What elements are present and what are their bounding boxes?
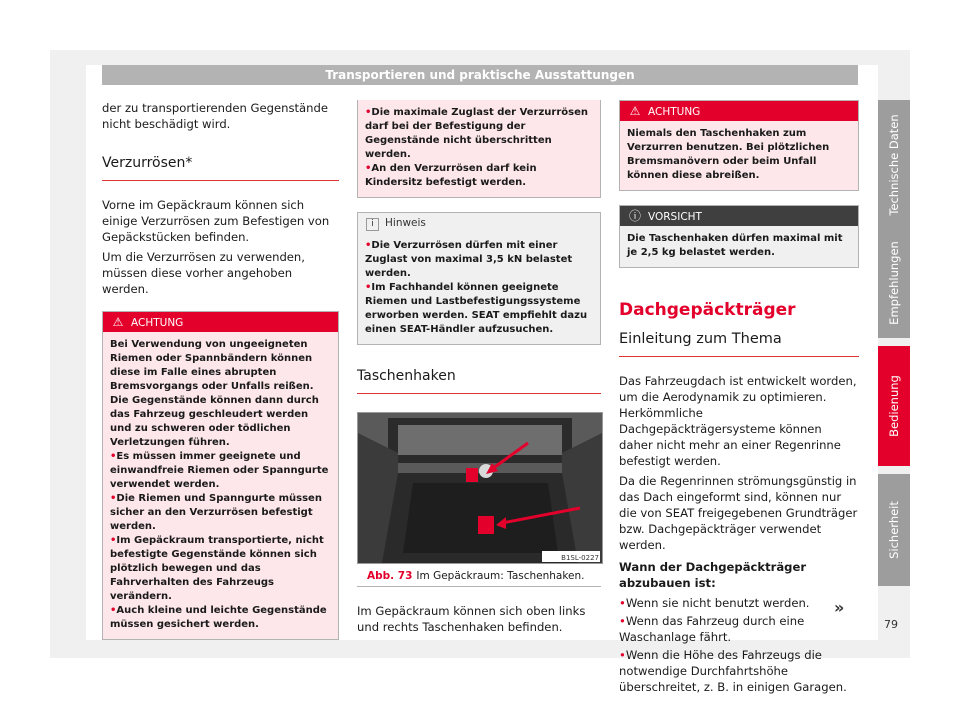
caution-circle-icon: ⓘ xyxy=(628,209,641,223)
caution-body: Die Taschenhaken dürfen maximal mit je 2,5 kg belastet werden. xyxy=(620,226,858,267)
trunk-illustration xyxy=(358,413,602,563)
list-item: • Die maximale Zuglast der Verzurrösen darf bei der Befestigung der Gegenstände nicht überschritten werden. xyxy=(365,106,593,162)
warning-header xyxy=(103,312,338,332)
warning-body xyxy=(103,332,338,639)
warning-body: Niemals den Taschenhaken zum Verzurren benutzen. Bei plötzlichen Bremsmanövern oder beim Unfall können diese abreißen. xyxy=(620,121,858,190)
tab-technische-daten[interactable] xyxy=(878,100,910,230)
column-2 xyxy=(357,100,601,635)
warning-label: ACHTUNG xyxy=(131,317,184,329)
hint-body xyxy=(358,233,600,344)
list-item: • Im Gepäckraum transportierte, nicht befestigte Gegenstände können sich plötzlich bewegen und das Fahrverhalten des Fahrzeugs verändern. xyxy=(110,534,331,604)
hint-label: Hinweis xyxy=(385,217,426,229)
subheading: Wann der Dachgepäckträger abzubauen ist: xyxy=(619,560,807,590)
warning-text: Bei Verwendung von ungeeigneten Riemen oder Spannbändern können diese im Falle eines abrupten Bremsvorgangs oder Unfalls reißen. Die Gegenstände können dann durch das Fahrzeug geschleudert werden und zu schweren oder tödlichen Verletzungen führen. xyxy=(110,339,319,448)
warning-header xyxy=(620,101,858,121)
info-icon: i xyxy=(366,218,379,231)
page-header: Transportieren und praktische Ausstattungen xyxy=(102,65,858,85)
figure-code: B1SL-0227 xyxy=(561,554,599,562)
warning-box xyxy=(619,100,859,191)
paragraph: Im Gepäckraum können sich oben links und rechts Taschenhaken befinden. xyxy=(357,604,586,634)
list-item: • An den Verzurrösen darf kein Kindersitz befestigt werden. xyxy=(365,162,593,190)
paragraph: Vorne im Gepäckraum können sich einige Verzurrösen zum Befestigen von Gepäckstücken befinden. xyxy=(102,198,330,244)
paragraph: Um die Verzurrösen zu verwenden, müssen diese vorher angehoben werden. xyxy=(102,250,305,296)
figure-caption xyxy=(357,564,601,587)
tab-label: Sicherheit xyxy=(887,501,901,559)
trunk-photo xyxy=(357,412,603,564)
tab-sicherheit[interactable] xyxy=(878,474,910,586)
page-number: 79 xyxy=(884,618,898,631)
list-item: • Wenn das Fahrzeug durch eine Waschanlage fährt. xyxy=(619,613,859,645)
list-item: • Wenn die Höhe des Fahrzeugs die notwendige Durchfahrtshöhe überschreitet, z. B. in einigen Garagen. xyxy=(619,647,859,695)
caption-text: Im Gepäckraum: Taschenhaken. xyxy=(416,570,585,582)
tab-bedienung[interactable] xyxy=(878,346,910,466)
hint-box xyxy=(357,212,601,345)
list-item: • Es müssen immer geeignete und einwandfreie Riemen oder Spanngurte verwendet werden. xyxy=(110,450,331,492)
warning-triangle-icon: ⚠ xyxy=(112,315,124,329)
tab-label: Technische Daten xyxy=(887,114,901,216)
continue-marker: » xyxy=(834,598,845,617)
tab-empfehlungen[interactable] xyxy=(878,228,910,338)
tab-label: Empfehlungen xyxy=(887,241,901,325)
paragraph: Das Fahrzeugdach ist entwickelt worden, um die Aerodynamik zu optimieren. Herkömmliche Dachgepäckträgersysteme können daher nicht mehr an einer Regenrinne befestigt werden. xyxy=(619,374,857,468)
hint-header xyxy=(358,213,600,233)
list-item: • Im Fachhandel können geeignete Riemen und Lastbefestigungssysteme erworben werden. SEAT empfiehlt dazu einen SEAT-Händler aufzusuchen. xyxy=(365,281,593,337)
list-item: • Wenn sie nicht benutzt werden. xyxy=(619,595,859,611)
warning-triangle-icon: ⚠ xyxy=(629,104,641,118)
caution-box xyxy=(619,205,859,268)
tab-label: Bedienung xyxy=(887,375,901,437)
warning-box-continued xyxy=(357,100,601,198)
section-heading-taschenhaken: Taschenhaken xyxy=(357,367,601,394)
list-item: • Die Verzurrösen dürfen mit einer Zuglast von maximal 3,5 kN belastet werden. xyxy=(365,239,593,281)
intro-text: der zu transportierenden Gegenstände nicht beschädigt wird. xyxy=(102,101,328,131)
chapter-title: Dachgepäckträger xyxy=(619,300,796,320)
column-1 xyxy=(102,100,339,640)
warning-box xyxy=(102,311,339,640)
paragraph: Da die Regenrinnen strömungsgünstig in das Dach eingeformt sind, können nur die von SEAT freigegebenen Grundträger bzw. Dachgepäckträger verwendet werden. xyxy=(619,474,858,552)
section-heading-einleitung: Einleitung zum Thema xyxy=(619,330,859,357)
list-item: • Die Riemen und Spanngurte müssen sicher an den Verzurrösen befestigt werden. xyxy=(110,492,331,534)
warning-label: ACHTUNG xyxy=(648,106,701,118)
section-heading-verzurroesen: Verzurrösen* xyxy=(102,154,339,181)
caption-label: Abb. 73 xyxy=(367,570,413,582)
list-item: • Auch kleine und leichte Gegenstände müssen gesichert werden. xyxy=(110,604,331,632)
caution-label: VORSICHT xyxy=(648,211,702,223)
caution-header xyxy=(620,206,858,226)
column-3 xyxy=(619,100,859,695)
warning-body xyxy=(358,100,600,197)
